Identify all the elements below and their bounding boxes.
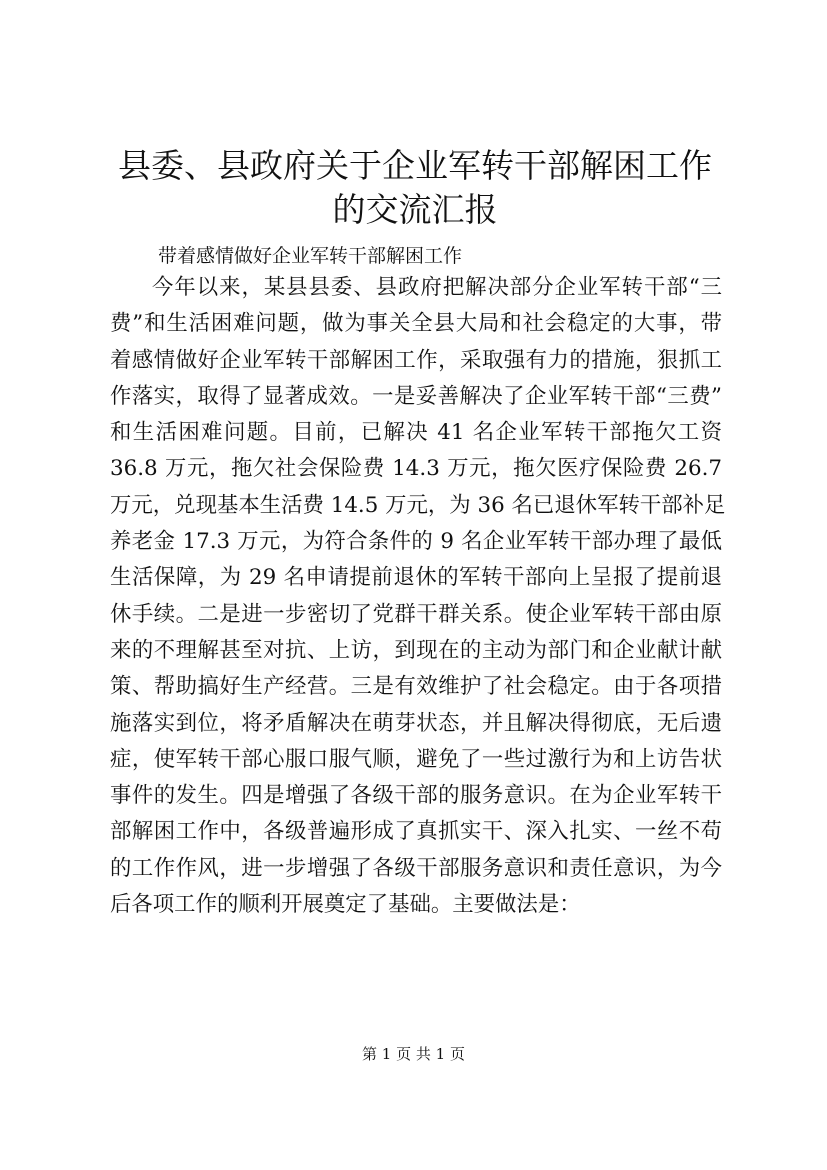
body-line: 着感情做好企业军转干部解困工作，采取强有力的措施，狠抓工 [110,347,722,373]
body-line: 的工作作风，进一步增强了各级干部服务意识和责任意识，为今 [110,855,722,881]
body-line: 来的不理解甚至对抗、上访，到现在的主动为部门和企业献计献 [110,637,722,663]
body-line: 36.8 万元，拖欠社会保险费 14.3 万元，拖欠医疗保险费 26.7 [110,456,722,482]
body-line: 作落实，取得了显著成效。一是妥善解决了企业军转干部“三费” [110,383,722,409]
body-line: 万元，兑现基本生活费 14.5 万元，为 36 名已退休军转干部补足 [110,492,726,518]
body-line: 和生活困难问题。目前，已解决 41 名企业军转干部拖欠工资 [110,420,722,446]
body-line: 策、帮助搞好生产经营。三是有效维护了社会稳定。由于各项措 [110,674,722,700]
document-title: 县委、县政府关于企业军转干部解困工作的交流汇报 [118,146,712,229]
document-subtitle: 带着感情做好企业军转干部解困工作 [158,245,463,267]
body-line: 费”和生活困难问题，做为事关全县大局和社会稳定的大事，带 [110,311,722,337]
body-line: 养老金 17.3 万元，为符合条件的 9 名企业军转干部办理了最低 [110,529,722,555]
body-line: 后各项工作的顺利开展奠定了基础。主要做法是： [110,892,581,918]
body-line: 今年以来，某县县委、县政府把解决部分企业军转干部“三 [152,275,722,300]
body-paragraph [110,270,726,923]
body-line: 部解困工作中，各级普遍形成了真抓实干、深入扎实、一丝不苟 [110,819,722,845]
body-line: 症，使军转干部心服口服气顺，避免了一些过激行为和上访告状 [110,746,722,772]
page-footer: 第 1 页 共 1 页 [362,1045,465,1063]
body-line: 休手续。二是进一步密切了党群干群关系。使企业军转干部由原 [110,601,722,627]
body-line: 施落实到位，将矛盾解决在萌芽状态，并且解决得彻底，无后遗 [110,710,722,736]
body-line: 事件的发生。四是增强了各级干部的服务意识。在为企业军转干 [110,783,722,809]
body-line: 生活保障，为 29 名申请提前退休的军转干部向上呈报了提前退 [110,565,722,591]
